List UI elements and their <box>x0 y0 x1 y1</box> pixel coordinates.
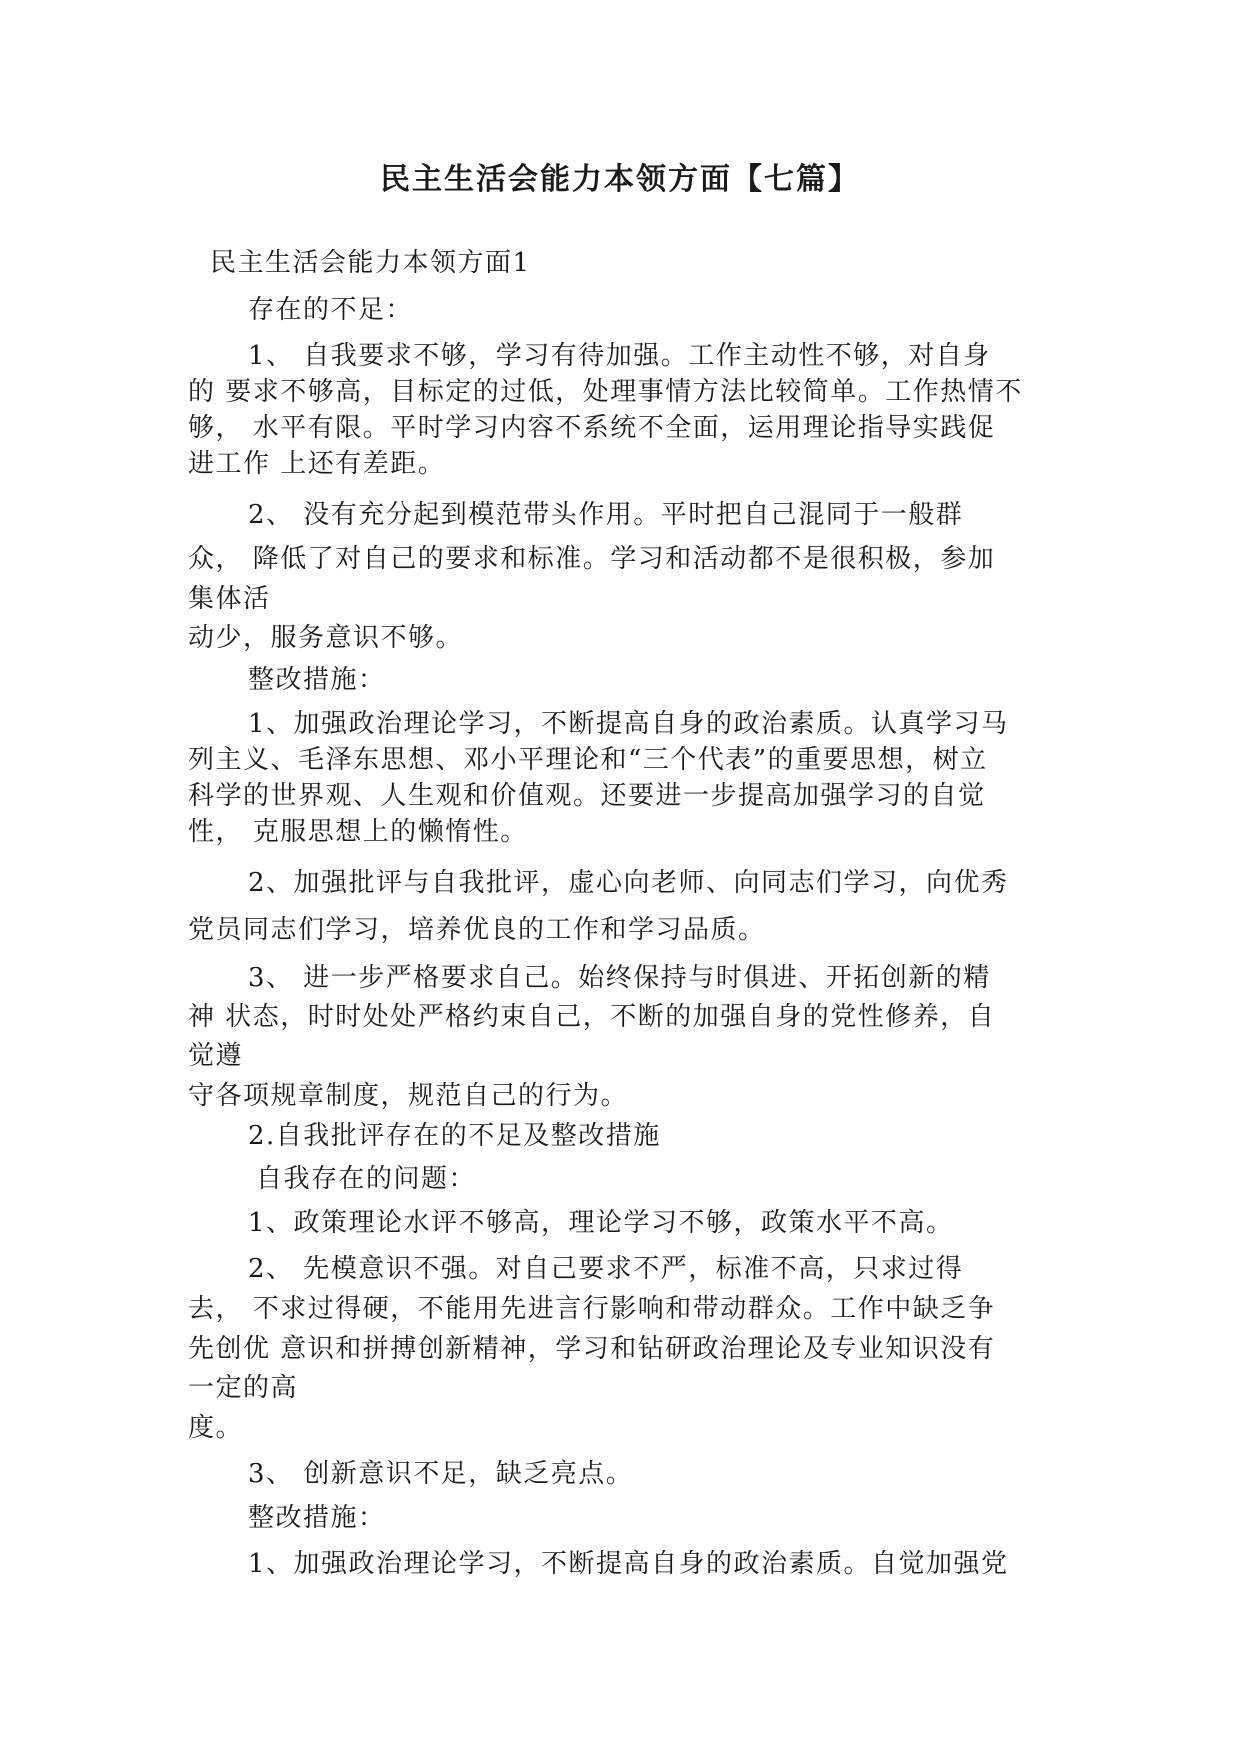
paragraph-line: 2、 先模意识不强。对自己要求不严，标准不高，只求过得 <box>248 1254 964 1284</box>
paragraph-line: 觉遵 <box>188 1041 244 1071</box>
paragraph-line: 2、加强批评与自我批评，虚心向老师、向同志们学习，向优秀 <box>248 868 1009 898</box>
paragraph-line: 守各项规章制度，规范自己的行为。 <box>188 1081 629 1111</box>
paragraph-line: 整改措施： <box>248 665 386 695</box>
paragraph-line: 存在的不足： <box>248 295 414 325</box>
paragraph-line: 1、 自我要求不够，学习有待加强。工作主动性不够，对自身 <box>248 341 991 371</box>
paragraph-line: 整改措施： <box>248 1503 386 1533</box>
paragraph-line: 进工作 上还有差距。 <box>188 449 446 479</box>
section-heading: 民主生活会能力本领方面1 <box>210 248 531 278</box>
paragraph-line: 1、加强政治理论学习，不断提高自身的政治素质。自觉加强党 <box>248 1549 1009 1579</box>
paragraph-line: 性， 克服思想上的懒惰性。 <box>188 817 528 847</box>
section-heading: 2.自我批评存在的不足及整改措施 <box>248 1121 661 1151</box>
paragraph-line: 3、 创新意识不足，缺乏亮点。 <box>248 1459 634 1489</box>
paragraph-line: 2、 没有充分起到模范带头作用。平时把自己混同于一般群 <box>248 500 964 530</box>
paragraph-line: 集体活 <box>188 584 271 614</box>
paragraph-line: 1、政策理论水评不够高，理论学习不够，政策水平不高。 <box>248 1208 954 1238</box>
document-title: 民主生活会能力本领方面【七篇】 <box>380 162 860 197</box>
paragraph-line: 列主义、毛泽东思想、邓小平理论和“三个代表”的重要思想，树立 <box>188 745 988 775</box>
paragraph-line: 先创优 意识和拼搏创新精神，学习和钻研政治理论及专业知识没有 <box>188 1334 996 1364</box>
paragraph-line: 神 状态，时时处处严格约束自己，不断的加强自身的党性修养，自 <box>188 1002 996 1032</box>
paragraph-line: 党员同志们学习，培养优良的工作和学习品质。 <box>188 915 766 945</box>
paragraph-line: 1、加强政治理论学习，不断提高自身的政治素质。认真学习马 <box>248 709 1009 739</box>
paragraph-line: 的 要求不够高，目标定的过低，处理事情方法比较简单。工作热情不 <box>188 377 1023 407</box>
paragraph-line: 动少，服务意识不够。 <box>188 623 464 653</box>
paragraph-line: 够， 水平有限。平时学习内容不系统不全面，运用理论指导实践促 <box>188 413 996 443</box>
paragraph-line: 众， 降低了对自己的要求和标准。学习和活动都不是很积极，参加 <box>188 544 996 574</box>
paragraph-line: 自我存在的问题： <box>256 1164 477 1194</box>
paragraph-line: 去， 不求过得硬，不能用先进言行影响和带动群众。工作中缺乏争 <box>188 1294 996 1324</box>
paragraph-line: 度。 <box>188 1413 244 1443</box>
paragraph-line: 科学的世界观、人生观和价值观。还要进一步提高加强学习的自觉 <box>188 781 986 811</box>
paragraph-line: 一定的高 <box>188 1373 299 1403</box>
paragraph-line: 3、 进一步严格要求自己。始终保持与时俱进、开拓创新的精 <box>248 963 991 993</box>
